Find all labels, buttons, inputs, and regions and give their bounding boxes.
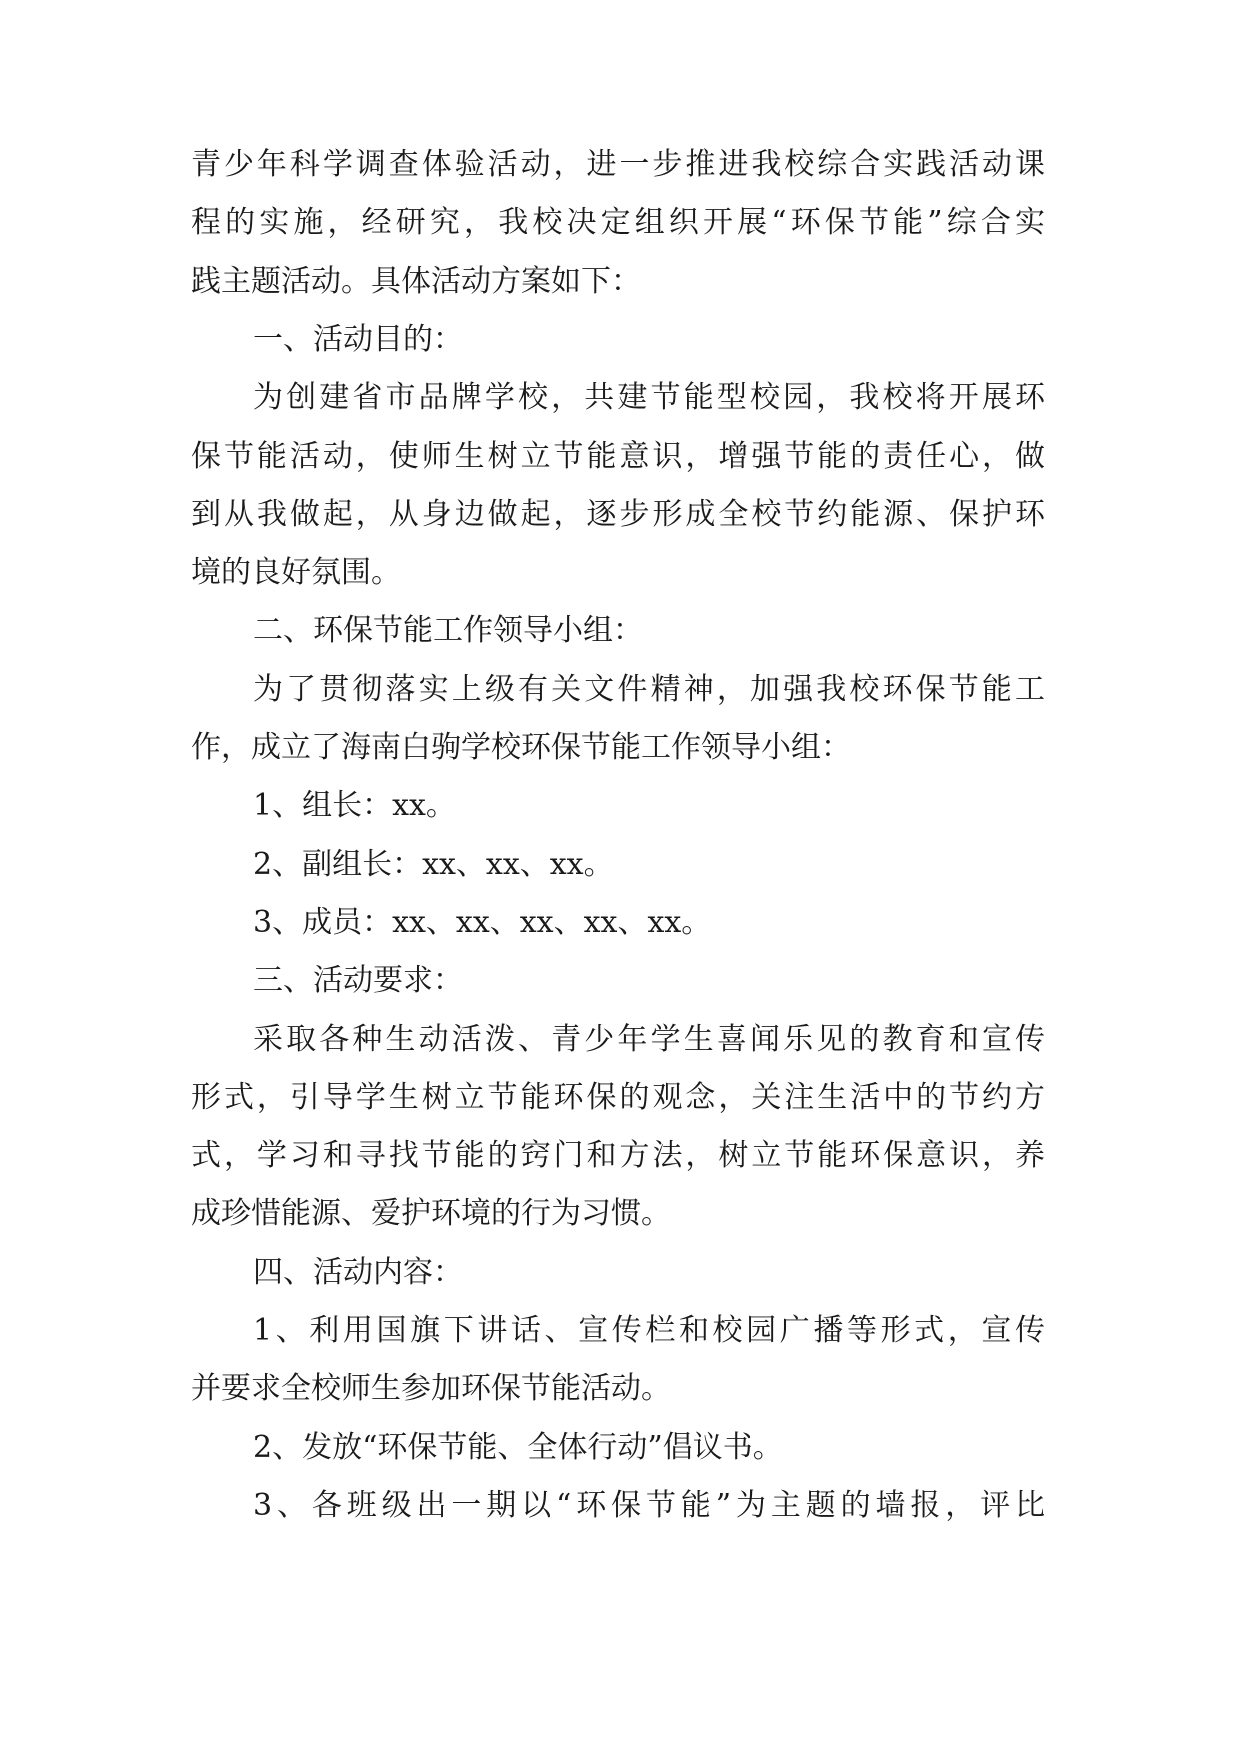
section-heading: 一、活动目的： [253, 322, 463, 357]
text-line: 形式，引导学生树立节能环保的观念，关注生活中的节约方 [191, 1080, 1045, 1115]
list-item: 3、各班级出一期以“环保节能”为主题的墙报，评比 [253, 1488, 1045, 1523]
text-line: 为创建省市品牌学校，共建节能型校园，我校将开展环 [253, 380, 1045, 415]
text-line: 式，学习和寻找节能的窍门和方法，树立节能环保意识，养 [191, 1138, 1045, 1173]
section-heading: 二、环保节能工作领导小组： [253, 613, 643, 648]
text-line: 践主题活动。具体活动方案如下： [191, 264, 641, 299]
text-line: 并要求全校师生参加环保节能活动。 [191, 1371, 671, 1406]
text-line: 成珍惜能源、爱护环境的行为习惯。 [191, 1196, 671, 1231]
list-item: 2、副组长：xx、xx、xx。 [253, 847, 614, 882]
text-line: 保节能活动，使师生树立节能意识，增强节能的责任心，做 [191, 439, 1045, 474]
list-item: 1、利用国旗下讲话、宣传栏和校园广播等形式，宣传 [253, 1313, 1045, 1348]
text-line: 为了贯彻落实上级有关文件精神，加强我校环保节能工 [253, 672, 1045, 707]
list-item: 2、发放“环保节能、全体行动”倡议书。 [253, 1430, 783, 1465]
text-line: 境的良好氛围。 [191, 555, 401, 590]
text-line: 作，成立了海南白驹学校环保节能工作领导小组： [191, 730, 851, 765]
text-line: 到从我做起，从身边做起，逐步形成全校节约能源、保护环 [191, 497, 1045, 532]
text-line: 青少年科学调查体验活动，进一步推进我校综合实践活动课 [191, 147, 1045, 182]
list-item: 1、组长：xx。 [253, 788, 456, 823]
list-item: 3、成员：xx、xx、xx、xx、xx。 [253, 905, 712, 940]
section-heading: 三、活动要求： [253, 963, 463, 998]
text-line: 程的实施，经研究，我校决定组织开展“环保节能”综合实 [191, 205, 1045, 240]
text-line: 采取各种生动活泼、青少年学生喜闻乐见的教育和宣传 [253, 1022, 1045, 1057]
section-heading: 四、活动内容： [253, 1255, 463, 1290]
